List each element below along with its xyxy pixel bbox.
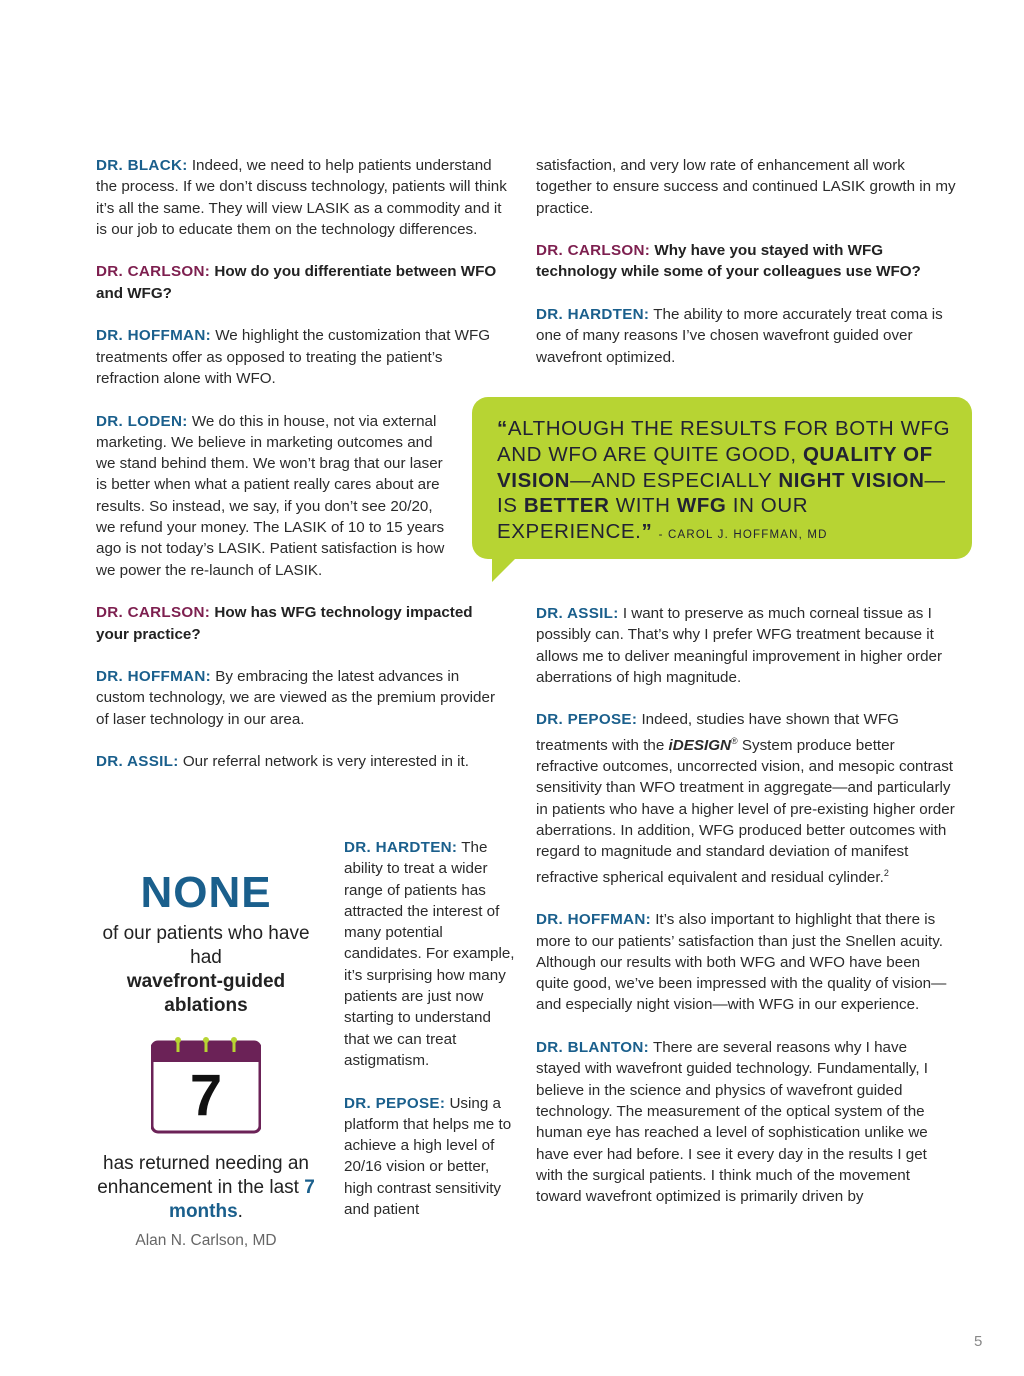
speaker-label: DR. CARLSON:: [96, 604, 211, 622]
paragraph-text: Indeed, studies have shown that WFG treatments with the: [536, 711, 899, 754]
calendar-number: 7: [189, 1063, 223, 1128]
close-quote-mark: ”: [641, 520, 653, 544]
paragraph-text: Indeed, we need to help patients understand the process. If we don’t discuss technology, patients will think it’s all the same. They will view LASIK as a commodity and it is our job to educate them on the technology differences.: [96, 157, 507, 238]
quote-attribution: - CAROL J. HOFFMAN, MD: [658, 529, 828, 542]
speaker-label: DR. BLACK:: [96, 157, 188, 174]
quote-part: ALTHOUGH THE RESULTS FOR BOTH WFG AND WFO ARE QUITE GOOD,: [497, 417, 951, 466]
paragraph-text: Our referral network is very interested in it.: [182, 753, 469, 771]
pull-quote-text: [497, 416, 957, 549]
page-number: 5: [974, 1333, 983, 1350]
stat-bold-text: wavefront-guided ablations: [126, 971, 286, 1016]
right-column-bottom: [536, 603, 956, 1207]
quote-bold: QUALITY OF VISION: [497, 442, 933, 492]
stat-attribution: Alan N. Carlson, MD: [135, 1232, 277, 1249]
paragraph-hardten-1: [536, 304, 956, 368]
stat-months: 7 months: [169, 1177, 315, 1222]
quote-bold: NIGHT VISION: [778, 468, 925, 492]
speaker-label: DR. HARDTEN:: [344, 839, 458, 856]
speaker-label: DR. PEPOSE:: [536, 711, 638, 729]
paragraph-loden: [96, 411, 456, 581]
paragraph-text: It’s also important to highlight that there is more to our patients’ satisfaction than just the Snellen acuity. Although our results with both WFG and WFO have been quite good, we’ve been impressed with the quality of vision—and especially night vision—with WFG in our experience.: [536, 911, 947, 1014]
paragraph-black: [96, 155, 508, 240]
paragraph-text: By embracing the latest advances in custom technology, we are viewed as the premium provider of laser technology in our area.: [96, 668, 495, 728]
question-carlson-2: [96, 602, 508, 645]
paragraph-text: There are several reasons why I have stayed with wavefront guided technology. Fundamentally, I believe in the science and physics of wavefront guided technology. The measurement of the optical system of the human eye has reached a level of sophistication unlike we have ever had before. I see it every day in the results I get with the surgical patients. I think much of the movement toward wavefront optimized is primarily driven by: [536, 1039, 929, 1206]
pull-quote-tail: [492, 556, 518, 582]
paragraph-text: We highlight the customization that WFG treatments offer as opposed to treating the patient’s refraction alone with WFO.: [96, 327, 491, 387]
paragraph-pepose-2: [536, 709, 956, 888]
paragraph-hoffman-3: [536, 909, 956, 1015]
paragraph-hoffman-1: [96, 325, 508, 389]
paragraph-assil-2: [536, 603, 956, 688]
question-text: Why have you stayed with WFG technology while some of your colleagues use WFO?: [536, 242, 921, 281]
paragraph-text: The ability to treat a wider range of patients has attracted the interest of many potential candidates. For example, it’s surprising how many patients are just now starting to understand that we can treat astigmatism.: [344, 839, 515, 1069]
paragraph-text: I want to preserve as much corneal tissue as I possibly can. That’s why I prefer WFG treatment because it allows me to deliver meaningful improvement in higher order aberrations of high magnitude.: [536, 605, 943, 686]
stat-after-post: .: [237, 1201, 243, 1222]
footnote-ref: 2: [883, 867, 889, 878]
left-column: [96, 155, 508, 773]
question-text: How has WFG technology impacted your practice?: [96, 604, 473, 643]
stat-headline: NONE: [140, 868, 272, 917]
quote-part: —AND ESPECIALLY: [570, 468, 773, 492]
question-carlson-3: [536, 240, 956, 283]
quote-part: IN OUR EXPERIENCE.: [497, 494, 809, 544]
speaker-label: DR. HOFFMAN:: [96, 668, 211, 686]
right-column-top: [536, 155, 956, 368]
paragraph-text: System produce better refractive outcomes, uncorrected vision, and mesopic contrast sensitivity than WFO treatment in aggregate—and particularly in patients who have a higher level of pre-existing higher order aberrations. In addition, WFG produced better outcomes with regard to magnitude and standard deviation of manifest refractive spherical equivalent and residual cylinder.: [536, 736, 955, 886]
paragraph-text: We do this in house, not via external marketing. We believe in marketing outcomes and we stand behind them. We won’t brag that our laser is better when what a patient really cares about are results. So instead, we say, if you don’t see 20/20, we refund your money. The LASIK of 10 to 15 years ago is not today’s LASIK. Patient satisfaction is how we power the re-launch of LASIK.: [96, 412, 445, 579]
paragraph-continuation: satisfaction, and very low rate of enhancement all work together to ensure success and continued LASIK growth in my practice.: [536, 157, 956, 217]
open-quote-mark: “: [497, 417, 508, 440]
speaker-label: DR. BLANTON:: [536, 1039, 649, 1057]
paragraph-assil-1: [96, 751, 508, 772]
speaker-label: DR. ASSIL:: [536, 605, 619, 622]
quote-part: WITH: [615, 494, 671, 518]
brand-name: iDESIGN: [668, 736, 731, 754]
speaker-label: DR. LODEN:: [96, 412, 188, 430]
pull-quote-bubble: [472, 397, 972, 559]
quote-bold: WFG: [676, 494, 727, 518]
paragraph-text: Using a platform that helps me to achieve a high level of 20/16 vision or better, high contrast sensitivity and patient: [344, 1094, 512, 1219]
paragraph-blanton: [536, 1037, 931, 1207]
quote-bold: BETTER: [523, 494, 610, 518]
paragraph-hoffman-2: [96, 666, 508, 730]
paragraph-text: The ability to more accurately treat coma is one of many reasons I’ve chosen wavefront guided over wavefront optimized.: [536, 306, 943, 366]
question-carlson-1: [96, 261, 508, 304]
speaker-label: DR. HOFFMAN:: [96, 327, 211, 345]
stat-after-text: [96, 1152, 316, 1224]
stat-callout: [96, 860, 316, 1250]
paragraph-pepose-1: [344, 1093, 516, 1221]
speaker-label: DR. ASSIL:: [96, 753, 179, 771]
question-text: How do you differentiate between WFO and WFG?: [96, 263, 497, 302]
speaker-label: DR. CARLSON:: [536, 242, 651, 260]
stat-text: of our patients who have had: [102, 923, 310, 968]
registered-mark: ®: [730, 735, 738, 746]
quote-part: —IS: [497, 468, 946, 518]
middle-column: [344, 837, 516, 1220]
paragraph-hardten-2: [344, 837, 516, 1071]
speaker-label: DR. PEPOSE:: [344, 1094, 446, 1112]
speaker-label: DR. CARLSON:: [96, 263, 211, 281]
calendar-icon: [151, 1034, 261, 1134]
stat-after-pre: has returned needing an enhancement in the last: [97, 1153, 309, 1198]
speaker-label: DR. HOFFMAN:: [536, 911, 651, 929]
speaker-label: DR. HARDTEN:: [536, 306, 650, 324]
